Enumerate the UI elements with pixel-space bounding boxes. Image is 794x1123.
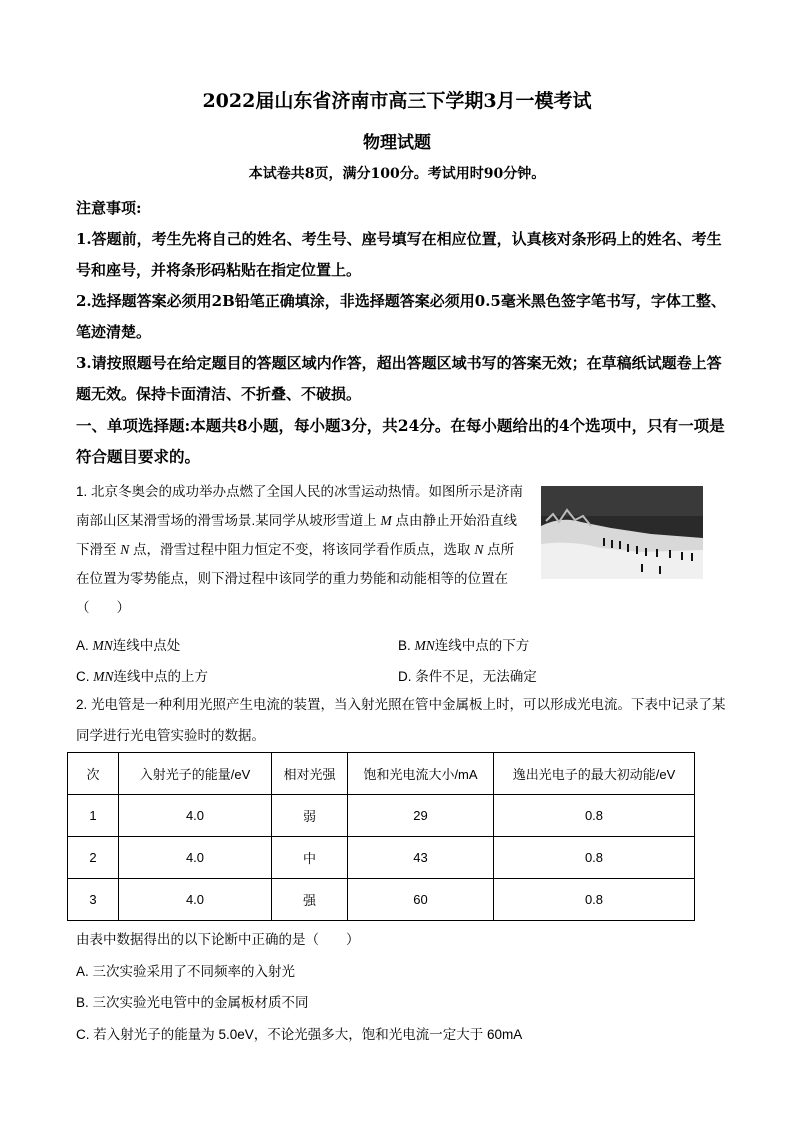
table-cell: 4.0 xyxy=(119,837,272,879)
table-cell: 4.0 xyxy=(119,879,272,921)
q1-point-n-2: N xyxy=(474,542,484,557)
table-cell: 29 xyxy=(348,795,494,837)
q1-text-1: 1. 北京冬奥会的成功举办点燃了全国人民的冰雪运动热情。如图所示是济南南部山区某滑雪场的滑雪场景.某同学从坡形雪道上 xyxy=(76,484,524,528)
q1-option-c xyxy=(76,665,208,685)
photoelectric-data-table xyxy=(67,752,695,921)
ski-slope-photo xyxy=(541,486,703,579)
q1-option-a-text: 连线中点处 xyxy=(112,638,181,653)
table-cell: 中 xyxy=(272,837,348,879)
table-header: 次 xyxy=(68,753,119,795)
q1-option-a xyxy=(76,634,180,654)
table-cell: 0.8 xyxy=(494,795,695,837)
table-cell: 60 xyxy=(348,879,494,921)
notice-item-2: 2.选择题答案必须用2B铅笔正确填涂，非选择题答案必须用0.5毫米黑色签字笔书写，字体工整、笔迹清楚。 xyxy=(76,292,726,341)
q2-option-c: C. 若入射光子的能量为 5.0eV，不论光强多大，饱和光电流一定大于 60mA xyxy=(76,1026,523,1042)
exam-subtitle: 物理试题 xyxy=(363,133,431,153)
q1-text-3: 点，滑雪过程中阻力恒定不变，将该同学看作质点，选取 xyxy=(133,542,471,557)
q1-text-4: 点所在位置为零势能点，则下滑过程中该同学的重力势能和动能相等的位置在（ ） xyxy=(76,542,515,615)
table-cell: 0.8 xyxy=(494,837,695,879)
q1-option-b-label: B. xyxy=(398,638,415,653)
table-cell: 3 xyxy=(68,879,119,921)
table-cell: 43 xyxy=(348,837,494,879)
exam-title: 2022届山东省济南市高三下学期3月一模考试 xyxy=(202,90,592,112)
q1-option-a-mn: MN xyxy=(92,638,113,653)
table-row xyxy=(68,795,695,837)
question-2-stem: 2. 光电管是一种利用光照产生电流的装置，当入射光照在管中金属板上时，可以形成光电流。下表中记录了某同学进行光电管实验时的数据。 xyxy=(76,697,726,743)
q1-option-d: D. 条件不足，无法确定 xyxy=(398,669,537,684)
q1-option-c-label: C. xyxy=(76,669,94,684)
table-cell: 2 xyxy=(68,837,119,879)
table-row xyxy=(68,837,695,879)
question-1-stem xyxy=(76,477,526,622)
notice-heading: 注意事项: xyxy=(76,199,142,217)
exam-info: 本试卷共8页，满分100分。考试用时90分钟。 xyxy=(248,166,546,182)
table-header: 相对光强 xyxy=(272,753,348,795)
q1-option-b-mn: MN xyxy=(414,638,435,653)
q1-point-m: M xyxy=(380,513,392,528)
section-heading: 一、单项选择题:本题共8小题，每小题3分，共24分。在每小题给出的4个选项中，只有一项是符合题目要求的。 xyxy=(76,416,725,466)
q1-point-n: N xyxy=(120,542,130,557)
notice-block xyxy=(76,193,726,410)
q1-option-c-text: 连线中点的上方 xyxy=(113,669,209,684)
table-header: 入射光子的能量/eV xyxy=(119,753,272,795)
table-cell: 强 xyxy=(272,879,348,921)
table-row xyxy=(68,879,695,921)
table-header: 逸出光电子的最大初动能/eV xyxy=(494,753,695,795)
q1-text-2: 点由静止开始沿直线下滑至 xyxy=(76,513,518,557)
notice-item-3: 3.请按照题号在给定题目的答题区域内作答，超出答题区域书写的答案无效；在草稿纸试题卷上答题无效。保持卡面清洁、不折叠、不破损。 xyxy=(76,354,722,403)
q2-question: 由表中数据得出的以下论断中正确的是（ ） xyxy=(76,932,360,947)
table-cell: 0.8 xyxy=(494,879,695,921)
q1-option-a-label: A. xyxy=(76,638,93,653)
q2-option-b: B. 三次实验光电管中的金属板材质不同 xyxy=(76,995,309,1010)
table-header: 饱和光电流大小/mA xyxy=(348,753,494,795)
q1-option-b xyxy=(398,634,529,654)
table-cell: 1 xyxy=(68,795,119,837)
question-2-options xyxy=(76,924,726,1050)
q2-option-a: A. 三次实验采用了不同频率的入射光 xyxy=(76,963,296,979)
table-header-row xyxy=(68,753,695,795)
table-cell: 4.0 xyxy=(119,795,272,837)
ski-slope-image xyxy=(541,486,703,579)
table-cell: 弱 xyxy=(272,795,348,837)
q1-option-b-text: 连线中点的下方 xyxy=(434,638,530,653)
notice-item-1: 1.答题前，考生先将自己的姓名、考生号、座号填写在相应位置，认真核对条形码上的姓名、考生号和座号，并将条形码粘贴在指定位置上。 xyxy=(76,230,722,279)
q1-option-c-mn: MN xyxy=(93,669,114,684)
